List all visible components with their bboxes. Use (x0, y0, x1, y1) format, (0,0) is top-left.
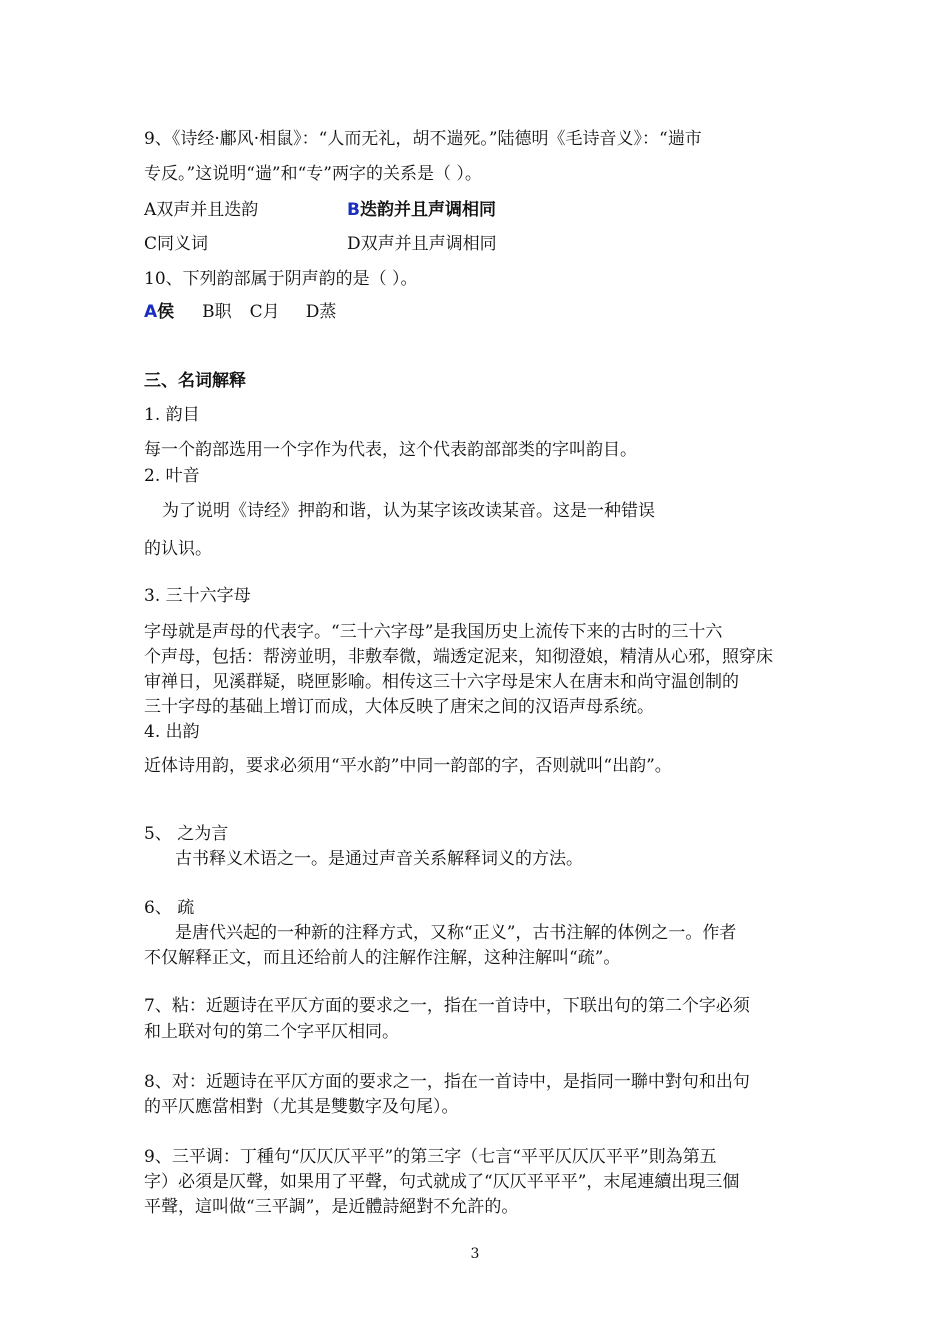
q10-option-a-text: 侯 (157, 302, 175, 322)
page-number: 3 (470, 1246, 480, 1262)
term-7-line-2: 和上联对句的第二个字平仄相同。 (144, 1022, 399, 1042)
q9-option-a: A双声并且迭韵 (144, 200, 259, 220)
q9-option-b (347, 199, 496, 221)
term-9-line-2: 字）必須是仄聲，如果用了平聲，句式就成了“仄仄平平平”，末尾連續出現三個 (144, 1172, 740, 1192)
section-title: 三、名词解释 (144, 371, 246, 391)
term-2-heading: 2. 叶音 (144, 466, 200, 486)
q9-line-1: 9、《诗经·鄘风·相鼠》：“人而无礼，胡不遄死。”陆德明《毛诗音义》：“遄市 (144, 129, 702, 149)
q10-options (144, 301, 336, 323)
q10-option-c: C月 (249, 302, 280, 322)
term-4-definition: 近体诗用韵，要求必须用“平水韵”中同一韵部的字，否则就叫“出韵”。 (144, 756, 672, 776)
term-9-line-1: 9、三平调：丁種句“仄仄仄平平”的第三字（七言“平平仄仄仄平平”則為第五 (144, 1147, 717, 1167)
term-3-definition-4: 三十字母的基础上增订而成，大体反映了唐宋之间的汉语声母系统。 (144, 697, 654, 717)
term-1-heading: 1. 韵目 (144, 405, 200, 425)
term-5-definition: 古书释义术语之一。是通过声音关系解释词义的方法。 (175, 849, 583, 869)
term-8-line-2: 的平仄應當相對（尤其是雙數字及句尾）。 (144, 1097, 459, 1117)
q9-option-c: C同义词 (144, 234, 209, 254)
term-2-definition-2: 的认识。 (144, 539, 212, 559)
q9-option-d: D双声并且声调相同 (347, 234, 497, 254)
term-3-definition-1: 字母就是声母的代表字。“三十六字母”是我国历史上流传下来的古时的三十六 (144, 622, 723, 642)
term-6-heading: 6、 疏 (144, 898, 195, 918)
term-3-definition-2: 个声母，包括：帮滂並明，非敷奉微，端透定泥来，知彻澄娘，精清从心邪，照穿床 (144, 647, 773, 667)
q10-option-d: D蒸 (305, 302, 337, 322)
term-4-heading: 4. 出韵 (144, 722, 200, 742)
q10-line: 10、下列韵部属于阴声韵的是（ ）。 (144, 269, 418, 289)
q9-option-b-letter: B (347, 200, 360, 220)
q10-option-a-letter: A (144, 302, 158, 322)
q10-option-b: B职 (202, 302, 232, 322)
q9-option-b-text: 迭韵并且声调相同 (359, 200, 496, 220)
term-5-heading: 5、 之为言 (144, 824, 229, 844)
term-6-definition-2: 不仅解释正文，而且还给前人的注解作注解，这种注解叫“疏”。 (144, 948, 621, 968)
term-7-line-1: 7、粘：近题诗在平仄方面的要求之一，指在一首诗中，下联出句的第二个字必须 (144, 996, 750, 1016)
term-3-heading: 3. 三十六字母 (144, 586, 251, 606)
term-3-definition-3: 审禅日，见溪群疑，晓匣影喻。相传这三十六字母是宋人在唐末和尚守温创制的 (144, 672, 739, 692)
term-8-line-1: 8、对：近题诗在平仄方面的要求之一，指在一首诗中，是指同一聯中對句和出句 (144, 1072, 750, 1092)
term-2-definition-1: 为了说明《诗经》押韵和谐，认为某字该改读某音。这是一种错误 (162, 501, 655, 521)
term-9-line-3: 平聲，這叫做“三平調”，是近體詩絕對不允許的。 (144, 1197, 519, 1217)
term-6-definition-1: 是唐代兴起的一种新的注释方式，又称“正义”，古书注解的体例之一。作者 (175, 923, 737, 943)
term-1-definition: 每一个韵部选用一个字作为代表，这个代表韵部部类的字叫韵目。 (144, 440, 637, 460)
q9-line-2: 专反。”这说明“遄”和“专”两字的关系是（ ）。 (144, 164, 482, 184)
